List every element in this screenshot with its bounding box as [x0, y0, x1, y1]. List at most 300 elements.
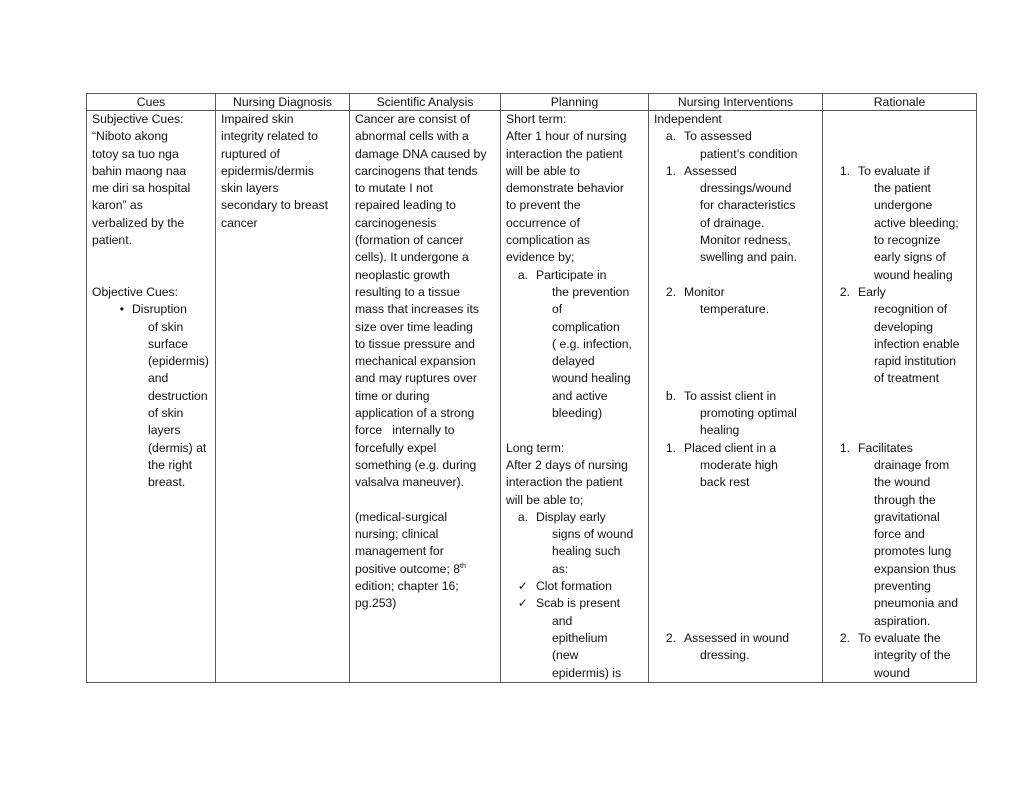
- line-text: epidermis) is: [552, 665, 622, 680]
- text-line: [355, 284, 495, 301]
- line-text: epidermis/dermis: [221, 163, 314, 178]
- text-line: [828, 578, 971, 595]
- text-line: [506, 301, 643, 318]
- text-line: [506, 232, 643, 249]
- text-line: [828, 543, 971, 560]
- text-line: [506, 370, 643, 387]
- line-text: mechanical expansion: [355, 354, 476, 369]
- line-text: bahin maong naa: [92, 163, 187, 178]
- text-line: [828, 561, 971, 578]
- text-line: [654, 267, 817, 284]
- text-line: [355, 215, 495, 232]
- text-line: [654, 440, 817, 457]
- line-text: neoplastic growth: [355, 267, 450, 282]
- text-line: [828, 613, 971, 630]
- line-text: integrity of the: [874, 648, 951, 663]
- text-line: [654, 128, 817, 145]
- line-text: force and: [874, 527, 925, 542]
- text-line: [828, 215, 971, 232]
- text-line: [654, 457, 817, 474]
- header-planning: Planning: [501, 94, 649, 111]
- text-line: [506, 509, 643, 526]
- line-text: early signs of: [874, 250, 946, 265]
- text-line: [92, 336, 210, 353]
- line-text: pg.253): [355, 596, 397, 611]
- line-text: epithelium: [552, 630, 608, 645]
- header-nursing-interventions: Nursing Interventions: [649, 94, 823, 111]
- line-text: resulting to a tissue: [355, 284, 461, 299]
- line-text: nursing; clinical: [355, 527, 439, 542]
- text-line: [92, 197, 210, 214]
- line-text: something (e.g. during: [355, 457, 477, 472]
- text-line: [506, 180, 643, 197]
- line-text: Display early: [536, 509, 606, 524]
- line-text: (new: [552, 648, 579, 663]
- text-line: [355, 336, 495, 353]
- analysis-cell: [350, 111, 501, 683]
- text-line: [506, 197, 643, 214]
- text-line: [654, 353, 817, 370]
- text-line: [355, 526, 495, 543]
- text-line: [828, 665, 971, 682]
- text-line: [221, 180, 344, 197]
- line-text: the prevention: [552, 284, 630, 299]
- line-text: and may ruptures over: [355, 371, 477, 386]
- text-line: [506, 578, 643, 595]
- line-text: Monitor redness,: [700, 233, 791, 248]
- line-text: carcinogens that tends: [355, 163, 478, 178]
- text-line: [506, 561, 643, 578]
- text-line: [654, 111, 817, 128]
- line-text: wound: [874, 665, 910, 680]
- text-line: [355, 561, 495, 578]
- text-line: [654, 232, 817, 249]
- line-text: rapid institution: [874, 354, 956, 369]
- line-text: damage DNA caused by: [355, 146, 487, 161]
- text-line: [654, 197, 817, 214]
- text-line: [506, 249, 643, 266]
- line-text: active bleeding;: [874, 215, 959, 230]
- line-text: To assist client in: [684, 388, 777, 403]
- list-marker: a.: [517, 509, 528, 524]
- line-text: demonstrate behavior: [506, 181, 624, 196]
- text-line: [355, 180, 495, 197]
- line-text: cancer: [221, 215, 258, 230]
- text-line: [221, 111, 344, 128]
- text-line: [654, 319, 817, 336]
- line-text: Short term:: [506, 112, 567, 126]
- line-text: (dermis) at: [148, 440, 207, 455]
- line-text: valsalva maneuver).: [355, 475, 465, 490]
- line-text: repaired leading to: [355, 198, 456, 213]
- table-row: [87, 111, 977, 683]
- line-text: (medical-surgical: [355, 509, 448, 524]
- text-line: [355, 474, 495, 491]
- text-line: [506, 665, 643, 682]
- line-text: Facilitates: [858, 440, 913, 455]
- text-line: [654, 509, 817, 526]
- line-text: through the: [874, 492, 936, 507]
- text-line: [92, 319, 210, 336]
- text-line: [828, 301, 971, 318]
- line-text: to tissue pressure and: [355, 336, 475, 351]
- line-text: (formation of cancer: [355, 233, 464, 248]
- text-line: [654, 163, 817, 180]
- line-text: patient’s condition: [700, 146, 798, 161]
- line-text: cells). It undergone a: [355, 250, 469, 265]
- text-line: [355, 301, 495, 318]
- text-line: [355, 232, 495, 249]
- header-row: [87, 94, 977, 111]
- line-text: for characteristics: [700, 198, 796, 213]
- line-text: dressings/wound: [700, 181, 792, 196]
- line-text: To evaluate the: [858, 630, 941, 645]
- line-text: pneumonia and: [874, 596, 959, 611]
- line-text: healing such: [552, 544, 621, 559]
- line-text: moderate high: [700, 457, 778, 472]
- text-line: [92, 128, 210, 145]
- line-text: to prevent the: [506, 198, 581, 213]
- line-text: and active: [552, 388, 608, 403]
- list-marker: 1.: [665, 163, 676, 178]
- line-text: karon” as: [92, 198, 143, 213]
- line-text: Impaired skin: [221, 112, 294, 126]
- text-line: [654, 578, 817, 595]
- line-text: of treatment: [874, 371, 940, 386]
- text-line: [506, 336, 643, 353]
- line-text: positive outcome; 8: [355, 561, 461, 576]
- line-text: Assessed in wound: [684, 630, 790, 645]
- text-line: [506, 405, 643, 422]
- line-text: the patient: [874, 181, 931, 196]
- line-text: will be able to;: [506, 492, 584, 507]
- line-text: Cancer are consist of: [355, 112, 471, 126]
- line-text: complication: [552, 319, 620, 334]
- text-line: [355, 543, 495, 560]
- text-line: [355, 111, 495, 128]
- text-line: [654, 215, 817, 232]
- text-line: [92, 284, 210, 301]
- text-line: [654, 405, 817, 422]
- line-text: will be able to: [506, 163, 580, 178]
- text-line: [828, 163, 971, 180]
- text-line: [828, 647, 971, 664]
- text-line: [828, 388, 971, 405]
- text-line: [92, 215, 210, 232]
- line-text: skin layers: [221, 181, 279, 196]
- nursing-care-plan-table: [86, 93, 977, 683]
- text-line: [355, 319, 495, 336]
- text-line: [654, 336, 817, 353]
- text-line: [355, 492, 495, 509]
- text-line: [506, 440, 643, 457]
- list-marker: 2.: [839, 284, 850, 299]
- line-text: me diri sa hospital: [92, 181, 191, 196]
- text-line: [506, 319, 643, 336]
- text-line: [221, 197, 344, 214]
- text-line: [654, 561, 817, 578]
- text-line: [654, 284, 817, 301]
- text-line: [506, 267, 643, 284]
- text-line: [654, 180, 817, 197]
- checkmark-icon: ✓: [517, 579, 528, 594]
- text-line: [506, 111, 643, 128]
- line-text: verbalized by the: [92, 215, 185, 230]
- text-line: [828, 630, 971, 647]
- line-text: Early: [858, 284, 886, 299]
- text-line: [828, 180, 971, 197]
- text-line: [506, 613, 643, 630]
- text-line: [355, 440, 495, 457]
- line-text: evidence by;: [506, 250, 575, 265]
- line-text: of: [552, 302, 563, 317]
- text-line: [221, 163, 344, 180]
- text-line: [506, 630, 643, 647]
- line-text: integrity related to: [221, 129, 318, 144]
- line-text: To assessed: [684, 129, 752, 144]
- text-line: [654, 543, 817, 560]
- line-text: undergone: [874, 198, 933, 213]
- text-line: [92, 249, 210, 266]
- line-text: as:: [552, 561, 569, 576]
- text-line: [506, 215, 643, 232]
- text-line: [506, 388, 643, 405]
- text-line: [654, 647, 817, 664]
- line-text: Scab is present: [536, 596, 621, 611]
- line-text: Placed client in a: [684, 440, 777, 455]
- text-line: [828, 284, 971, 301]
- line-text: signs of wound: [552, 527, 634, 542]
- text-line: [828, 457, 971, 474]
- text-line: [828, 474, 971, 491]
- line-text: Disruption: [132, 302, 187, 317]
- text-line: [355, 163, 495, 180]
- line-text: preventing: [874, 579, 931, 594]
- text-line: [92, 111, 210, 128]
- text-line: [828, 111, 971, 128]
- text-line: [828, 509, 971, 526]
- line-text: Assessed: [684, 163, 737, 178]
- list-marker: 2.: [839, 630, 850, 645]
- text-line: [355, 249, 495, 266]
- text-line: [506, 128, 643, 145]
- line-text: (epidermis): [148, 354, 209, 369]
- header-rationale: Rationale: [823, 94, 977, 111]
- header-nursing-diagnosis: Nursing Diagnosis: [216, 94, 350, 111]
- text-line: [654, 249, 817, 266]
- text-line: [355, 388, 495, 405]
- line-text: totoy sa tuo nga: [92, 146, 179, 161]
- text-line: [654, 474, 817, 491]
- line-text: carcinogenesis: [355, 215, 437, 230]
- text-line: [506, 163, 643, 180]
- line-text: interaction the patient: [506, 146, 623, 161]
- text-line: [506, 492, 643, 509]
- text-line: [92, 232, 210, 249]
- text-line: [92, 370, 210, 387]
- line-text: destruction: [148, 388, 208, 403]
- text-line: [355, 146, 495, 163]
- text-line: [506, 526, 643, 543]
- text-line: [828, 370, 971, 387]
- line-text: Long term:: [506, 440, 565, 455]
- text-line: [828, 232, 971, 249]
- text-line: [654, 388, 817, 405]
- line-text: surface: [148, 336, 188, 351]
- line-text: breast.: [148, 475, 186, 490]
- bullet-marker: •: [119, 302, 124, 317]
- line-text: expansion thus: [874, 561, 956, 576]
- text-line: [92, 388, 210, 405]
- list-marker: 1.: [665, 440, 676, 455]
- text-line: [92, 422, 210, 439]
- text-line: [828, 267, 971, 284]
- text-line: [92, 301, 210, 318]
- text-line: [355, 353, 495, 370]
- list-marker: a.: [517, 267, 528, 282]
- list-marker: 2.: [665, 284, 676, 299]
- line-text: infection enable: [874, 336, 960, 351]
- line-text: forcefully expel: [355, 440, 437, 455]
- line-text: abnormal cells with a: [355, 129, 469, 144]
- line-text: interaction the patient: [506, 475, 623, 490]
- line-text: Monitor: [684, 284, 725, 299]
- text-line: [506, 457, 643, 474]
- text-line: [92, 474, 210, 491]
- line-text: time or during: [355, 388, 430, 403]
- text-line: [654, 422, 817, 439]
- line-text: back rest: [700, 475, 750, 490]
- text-line: [92, 440, 210, 457]
- cues-cell: [87, 111, 216, 683]
- text-line: [92, 267, 210, 284]
- text-line: [92, 457, 210, 474]
- text-line: [828, 353, 971, 370]
- text-line: [828, 128, 971, 145]
- line-text: to recognize: [874, 233, 941, 248]
- line-text: of skin: [148, 319, 184, 334]
- line-text: aspiration.: [874, 613, 931, 628]
- line-text: complication as: [506, 233, 590, 248]
- line-text: layers: [148, 423, 181, 438]
- line-text: wound healing: [552, 371, 631, 386]
- text-line: [506, 595, 643, 612]
- planning-cell: [501, 111, 649, 683]
- list-marker: 2.: [665, 630, 676, 645]
- line-text: the right: [148, 457, 193, 472]
- text-line: [355, 457, 495, 474]
- line-text: swelling and pain.: [700, 250, 797, 265]
- text-line: [92, 146, 210, 163]
- line-text: Independent: [654, 112, 722, 126]
- text-line: [506, 353, 643, 370]
- line-text: promotes lung: [874, 544, 952, 559]
- text-line: [355, 405, 495, 422]
- text-line: [506, 647, 643, 664]
- line-text: occurrence of: [506, 215, 580, 230]
- text-line: [828, 197, 971, 214]
- rationale-cell: [823, 111, 977, 683]
- line-text: edition; chapter 16;: [355, 579, 459, 594]
- line-text: ruptured of: [221, 146, 280, 161]
- text-line: [506, 422, 643, 439]
- text-line: [828, 595, 971, 612]
- superscript: th: [460, 562, 466, 570]
- line-text: After 1 hour of nursing: [506, 129, 627, 144]
- line-text: recognition of: [874, 302, 948, 317]
- text-line: [506, 146, 643, 163]
- text-line: [506, 543, 643, 560]
- line-text: wound healing: [874, 267, 953, 282]
- text-line: [355, 128, 495, 145]
- text-line: [654, 370, 817, 387]
- text-line: [506, 284, 643, 301]
- text-line: [355, 509, 495, 526]
- text-line: [828, 336, 971, 353]
- line-text: the wound: [874, 475, 931, 490]
- interventions-cell: [649, 111, 823, 683]
- line-text: After 2 days of nursing: [506, 457, 628, 472]
- text-line: [355, 267, 495, 284]
- line-text: dressing.: [700, 648, 750, 663]
- line-text: mass that increases its: [355, 302, 479, 317]
- line-text: and: [148, 371, 169, 386]
- text-line: [355, 578, 495, 595]
- text-line: [221, 215, 344, 232]
- diagnosis-cell: [216, 111, 350, 683]
- text-line: [355, 595, 495, 612]
- line-text: healing: [700, 423, 740, 438]
- line-text: temperature.: [700, 302, 770, 317]
- line-text: ( e.g. infection,: [552, 336, 632, 351]
- text-line: [654, 613, 817, 630]
- line-text: management for: [355, 544, 444, 559]
- text-line: [828, 319, 971, 336]
- line-text: force internally to: [355, 423, 455, 438]
- list-marker: 1.: [839, 440, 850, 455]
- line-text: of skin: [148, 406, 184, 421]
- text-line: [92, 405, 210, 422]
- line-text: Objective Cues:: [92, 284, 179, 299]
- line-text: drainage from: [874, 457, 950, 472]
- text-line: [221, 128, 344, 145]
- header-cues: Cues: [87, 94, 216, 111]
- text-line: [654, 630, 817, 647]
- text-line: [828, 526, 971, 543]
- line-text: size over time leading: [355, 319, 473, 334]
- line-text: gravitational: [874, 509, 940, 524]
- text-line: [828, 146, 971, 163]
- line-text: to mutate I not: [355, 181, 433, 196]
- list-marker: b.: [665, 388, 676, 403]
- header-scientific-analysis: Scientific Analysis: [350, 94, 501, 111]
- line-text: application of a strong: [355, 406, 475, 421]
- text-line: [654, 146, 817, 163]
- text-line: [654, 595, 817, 612]
- text-line: [221, 146, 344, 163]
- text-line: [92, 163, 210, 180]
- line-text: of drainage.: [700, 215, 765, 230]
- line-text: patient.: [92, 233, 132, 248]
- text-line: [828, 492, 971, 509]
- line-text: delayed: [552, 354, 595, 369]
- text-line: [828, 440, 971, 457]
- line-text: Subjective Cues:: [92, 112, 184, 126]
- text-line: [654, 301, 817, 318]
- text-line: [654, 526, 817, 543]
- list-marker: a.: [665, 129, 676, 144]
- line-text: secondary to breast: [221, 198, 329, 213]
